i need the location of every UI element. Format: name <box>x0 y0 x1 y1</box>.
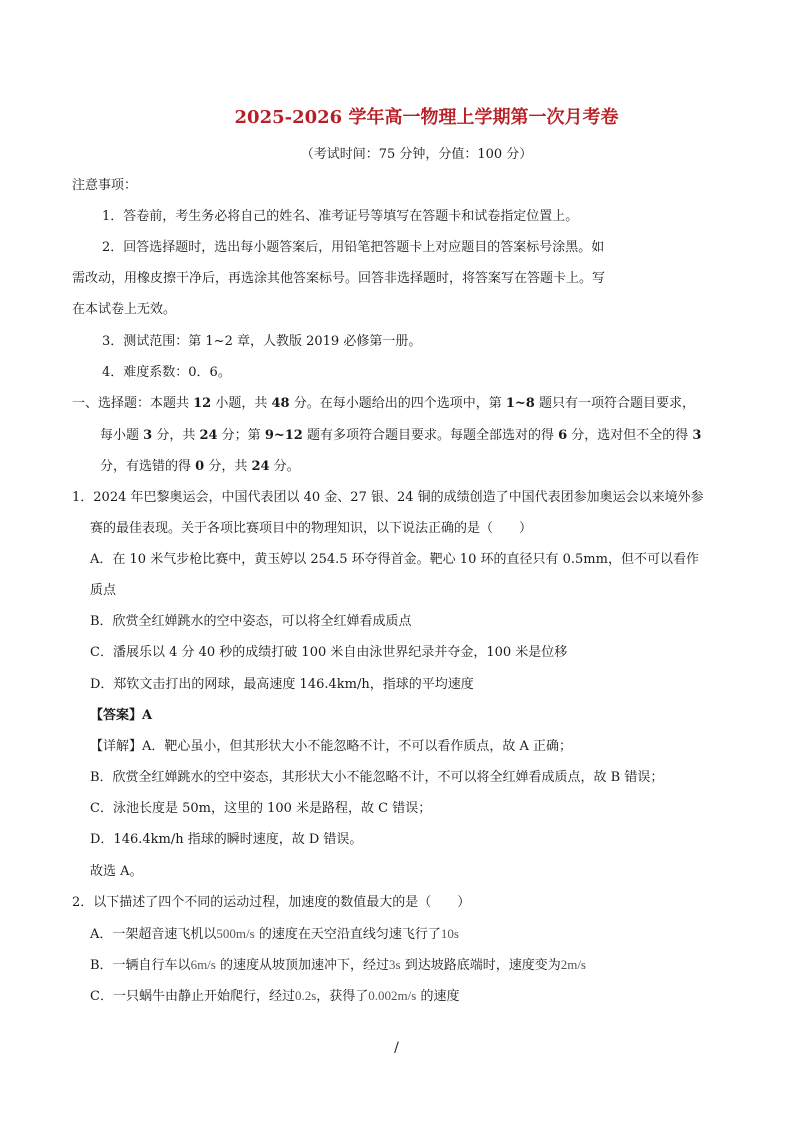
text: C．一只蜗牛由静止开始爬行，经过 <box>90 989 295 1004</box>
text: 分，选对但不全的得 <box>567 428 693 443</box>
text: 一、选择题：本题共 <box>72 396 194 411</box>
text: 的速度在天空沿直线匀速飞行了 <box>254 927 441 942</box>
note-item-4: 4．难度系数：0．6。 <box>102 365 231 380</box>
number: 12 <box>193 396 212 411</box>
section-1-line-3 <box>100 457 300 477</box>
text: 分。在每小题给出的四个选项中，第 <box>289 396 506 411</box>
q2-stem: 2．以下描述了四个不同的运动过程，加速度的数值最大的是（ ） <box>72 895 471 910</box>
q2-option-b <box>90 955 586 976</box>
q1-detail-line-3: C．泳池长度是 50m，这里的 100 米是路程，故 C 错误； <box>90 801 432 816</box>
text: 到达坡路底端时，速度变为 <box>400 958 561 973</box>
note-item-2-line-2: 需改动，用橡皮擦干净后，再选涂其他答案标号。回答非选择题时，将答案写在答题卡上。写 <box>72 271 606 286</box>
text: B．一辆自行车以 <box>90 958 191 973</box>
text: 分，共 <box>204 459 252 474</box>
number: 1~8 <box>505 396 535 411</box>
page-footer-mark: / <box>394 1040 399 1056</box>
note-item-2-line-1: 2．回答选择题时，选出每小题答案后，用铅笔把答题卡上对应题目的答案标号涂黑。如 <box>102 240 605 255</box>
formula: 3s <box>389 957 401 972</box>
formula: 0.002m/s <box>368 988 417 1003</box>
formula: 2m/s <box>560 957 586 972</box>
text: ，获得了 <box>316 989 369 1004</box>
number: 24 <box>199 428 218 443</box>
number: 24 <box>251 459 270 474</box>
number: 6 <box>558 428 568 443</box>
text: 分；第 <box>217 428 265 443</box>
note-item-3: 3．测试范围：第 1~2 章，人教版 2019 必修第一册。 <box>102 334 422 349</box>
text: 的速度 <box>416 989 460 1004</box>
q1-answer: 【答案】A <box>90 708 153 723</box>
q1-detail-line-1: 【详解】A．靶心虽小，但其形状大小不能忽略不计，不可以看作质点，故 A 正确； <box>90 739 573 754</box>
text: 每小题 <box>100 428 144 443</box>
exam-info: （考试时间：75 分钟，分值：100 分） <box>300 147 533 162</box>
q1-stem-line-2: 赛的最佳表现。关于各项比赛项目中的物理知识，以下说法正确的是（ ） <box>90 521 533 536</box>
text: 分，共 <box>152 428 200 443</box>
number: 3 <box>143 428 153 443</box>
text: A．一架超音速飞机以 <box>90 927 217 942</box>
text: 的速度从坡顶加速冲下，经过 <box>215 958 389 973</box>
section-1-line-2 <box>100 426 701 446</box>
note-item-2-line-3: 在本试卷上无效。 <box>72 302 177 317</box>
number: 48 <box>271 396 290 411</box>
notes-heading: 注意事项： <box>72 178 138 193</box>
text: 题有多项符合题目要求。每题全部选对的得 <box>302 428 559 443</box>
note-item-1: 1．答卷前，考生务必将自己的姓名、准考证号等填写在答题卡和试卷指定位置上。 <box>102 209 579 224</box>
q1-option-a-line-1: A．在 10 米气步枪比赛中，黄玉婷以 254.5 环夺得首金。靶心 10 环的直径只有 0.5mm，但不可以看作 <box>90 552 699 567</box>
q1-detail-line-4: D．146.4km/h 指球的瞬时速度，故 D 错误。 <box>90 832 363 847</box>
q1-detail-line-2: B．欣赏全红婵跳水的空中姿态，其形状大小不能忽略不计，不可以将全红婵看成质点，故 B 错误； <box>90 770 664 785</box>
q1-stem-line-1: 1．2024 年巴黎奥运会，中国代表团以 40 金、27 银、24 铜的成绩创造了中国代表团参加奥运会以来境外参 <box>72 490 704 505</box>
text: 题只有一项符合题目要求， <box>534 396 695 411</box>
q1-detail-line-5: 故选 A。 <box>90 864 143 879</box>
text: 分。 <box>269 459 300 474</box>
text: 小题，共 <box>211 396 272 411</box>
q1-option-c: C．潘展乐以 4 分 40 秒的成绩打破 100 米自由泳世界纪录并夺金，100 米是位移 <box>90 645 568 660</box>
number: 0 <box>195 459 205 474</box>
number: 9~12 <box>264 428 303 443</box>
section-1-line-1 <box>72 394 695 414</box>
q2-option-a <box>90 924 459 945</box>
q1-option-b: B．欣赏全红婵跳水的空中姿态，可以将全红婵看成质点 <box>90 614 412 629</box>
formula: 6m/s <box>190 957 216 972</box>
formula: 0.2s <box>294 988 317 1003</box>
q1-option-d: D．郑钦文击打出的网球，最高速度 146.4km/h，指球的平均速度 <box>90 677 474 692</box>
page-title: 2025-2026 学年高一物理上学期第一次月考卷 <box>234 107 619 128</box>
q1-option-a-line-2: 质点 <box>90 583 117 598</box>
text: 分，有选错的得 <box>100 459 196 474</box>
formula: 500m/s <box>216 926 255 941</box>
formula: 10s <box>440 926 459 941</box>
q2-option-c <box>90 986 459 1007</box>
number: 3 <box>692 428 702 443</box>
